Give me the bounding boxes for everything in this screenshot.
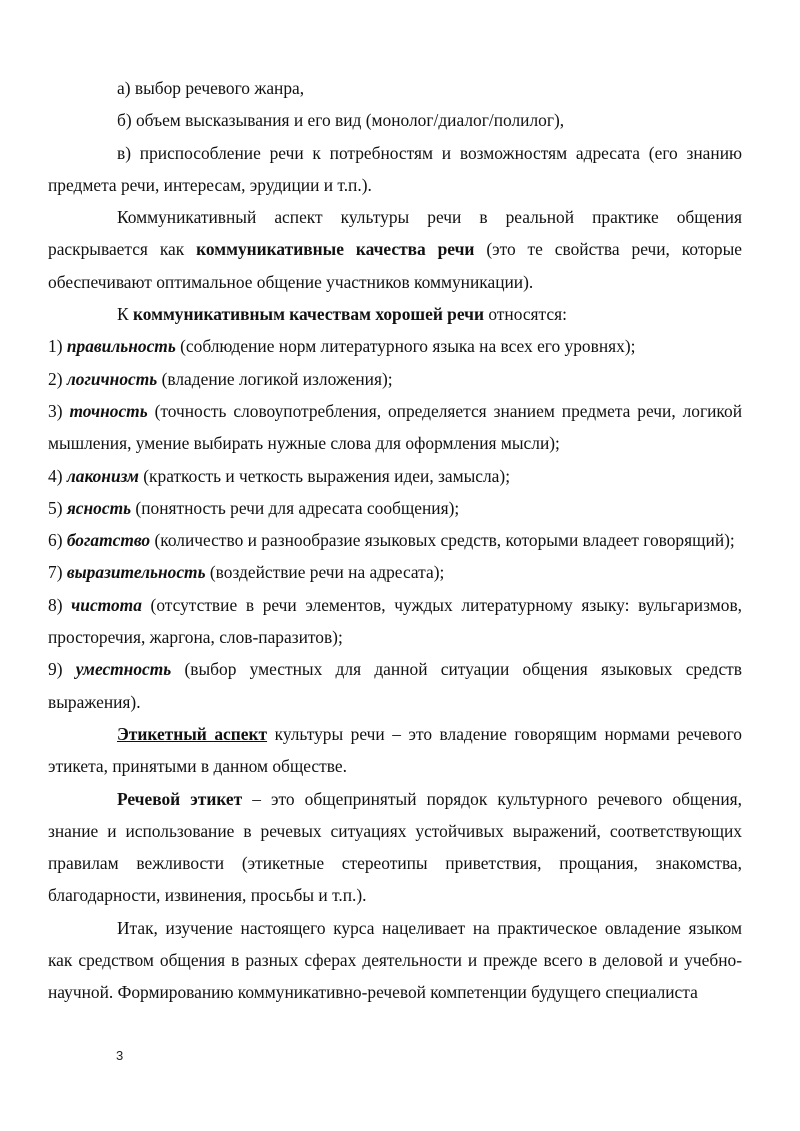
quality-item bbox=[48, 556, 742, 588]
item-number: 7) bbox=[48, 562, 67, 583]
quality-term: правильность bbox=[66, 336, 176, 357]
intro-item-b: б) объем высказывания и его вид (монолог/диалог/полилог), bbox=[117, 110, 565, 131]
bold-term: Речевой этикет bbox=[117, 788, 243, 809]
text-run: культуры речи – это владение говорящим нормами речевого этикета, принятыми в данном обществе. bbox=[48, 723, 742, 777]
text-run: Коммуникативный аспект культуры речи в реальной практике общения раскрывается как bbox=[48, 207, 742, 260]
intro-item-c: в) приспособление речи к потребностям и возможностям адресата (его знанию предмета речи, интересам, эрудиции и т.п.). bbox=[48, 142, 742, 195]
quality-term: точность bbox=[69, 400, 148, 421]
item-number: 5) bbox=[48, 497, 67, 518]
quality-item bbox=[48, 460, 742, 492]
quality-description: (понятность речи для адресата сообщения); bbox=[131, 497, 460, 518]
intro-item-a: а) выбор речевого жанра, bbox=[117, 78, 305, 98]
page-number: 3 bbox=[116, 1048, 124, 1063]
quality-item bbox=[48, 524, 742, 556]
quality-item bbox=[48, 330, 742, 362]
quality-description: (отсутствие в речи элементов, чуждых литературному языку: вульгаризмов, просторечия, жаргона, слов-паразитов); bbox=[48, 594, 743, 648]
qualities-intro bbox=[48, 298, 742, 330]
quality-description: (количество и разнообразие языковых средств, которыми владеет говорящий); bbox=[150, 530, 735, 551]
item-number: 4) bbox=[48, 465, 67, 486]
quality-term: чистота bbox=[71, 594, 142, 615]
item-number: 3) bbox=[48, 400, 70, 421]
quality-term: ясность bbox=[66, 497, 132, 518]
bold-term: коммуникативные качества речи bbox=[196, 239, 475, 260]
quality-item bbox=[48, 363, 742, 395]
text-run: (это те свойства речи, которые обеспечивают оптимальное общение участников коммуникации). bbox=[48, 239, 742, 292]
underlined-term: Этикетный аспект bbox=[117, 723, 268, 744]
item-number: 2) bbox=[48, 368, 67, 389]
quality-description: (краткость и четкость выражения идеи, замысла); bbox=[138, 465, 511, 486]
conclusion-paragraph: Итак, изучение настоящего курса нацеливает на практическое овладение языком как средством общения в разных сферах деятельности и прежде всего в деловой и учебно-научной. Формированию коммуникативно-речевой компетенции будущего специалиста bbox=[48, 917, 742, 1003]
text-run: – это общепринятый порядок культурного речевого общения, знание и использование в речевых ситуациях устойчивых выражений, соответствующих правилам вежливости (этикетные стереотипы приветствия, прощания, знакомства, благодарности, извинения, просьбы и т.п.). bbox=[48, 788, 743, 906]
bold-term: коммуникативным качествам хорошей речи bbox=[132, 304, 484, 325]
quality-term: выразительность bbox=[66, 562, 206, 583]
quality-description: (точность словоупотребления, определяется знанием предмета речи, логикой мышления, умение выбирать нужные слова для оформления мысли); bbox=[48, 400, 742, 454]
quality-item bbox=[48, 653, 742, 718]
item-number: 6) bbox=[48, 530, 67, 551]
item-number: 9) bbox=[48, 659, 76, 680]
quality-term: лаконизм bbox=[66, 465, 139, 486]
quality-description: (владение логикой изложения); bbox=[157, 368, 393, 389]
quality-item bbox=[48, 395, 742, 460]
quality-term: богатство bbox=[66, 530, 151, 551]
etiquette-aspect-paragraph bbox=[48, 718, 742, 783]
page-content bbox=[48, 72, 742, 1009]
communicative-aspect-paragraph bbox=[48, 201, 742, 298]
speech-etiquette-paragraph bbox=[48, 783, 742, 912]
quality-item bbox=[48, 492, 742, 524]
quality-description: (выбор уместных для данной ситуации общения языковых средств выражения). bbox=[48, 659, 742, 712]
text-run: К bbox=[117, 304, 133, 325]
item-number: 8) bbox=[48, 594, 72, 615]
quality-description: (соблюдение норм литературного языка на всех его уровнях); bbox=[175, 336, 636, 357]
quality-item bbox=[48, 589, 742, 654]
quality-term: уместность bbox=[75, 659, 172, 680]
text-run: относятся: bbox=[483, 304, 567, 325]
quality-term: логичность bbox=[66, 368, 158, 389]
item-number: 1) bbox=[48, 336, 67, 357]
quality-description: (воздействие речи на адресата); bbox=[205, 562, 445, 583]
